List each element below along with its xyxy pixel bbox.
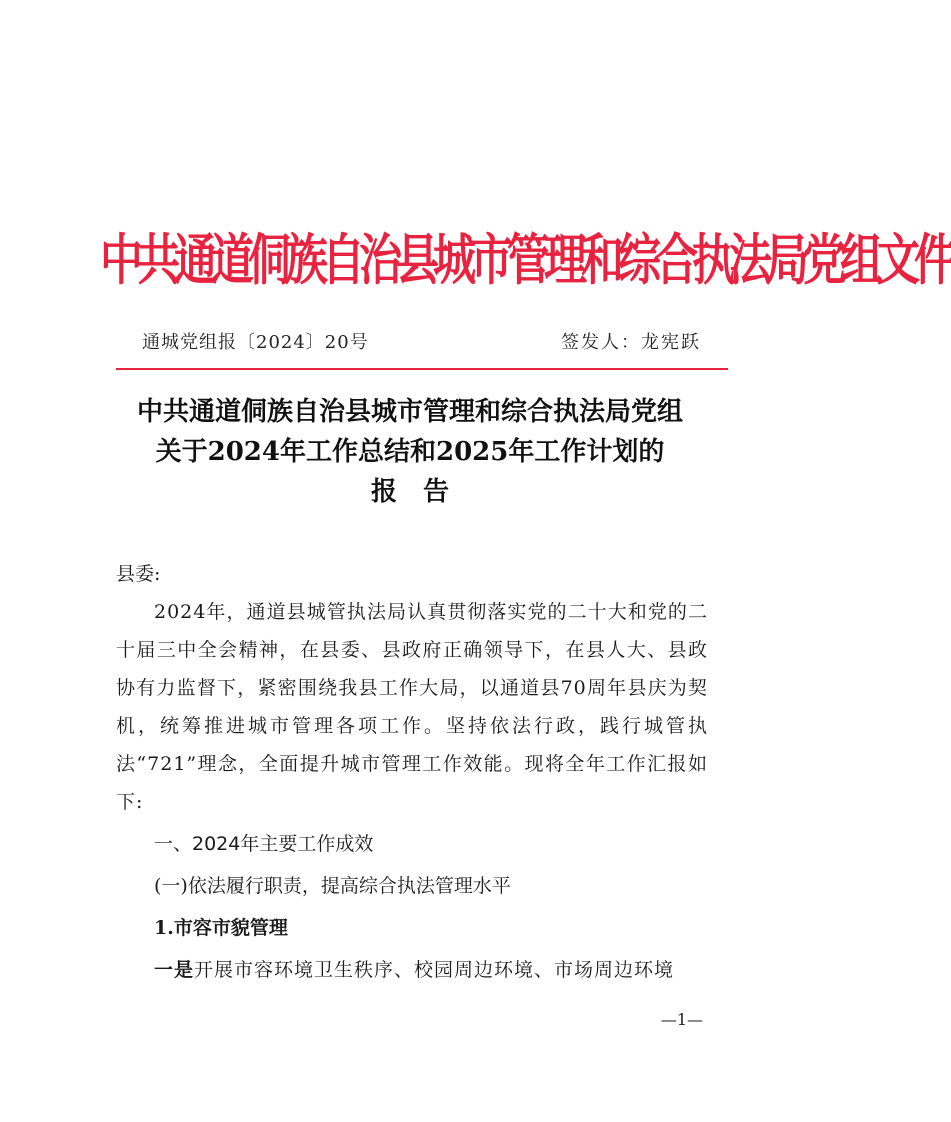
report-title-line1: 中共通道侗族自治县城市管理和综合执法局党组 xyxy=(136,397,683,427)
subsection-heading: (一)依法履行职责，提高综合执法管理水平 xyxy=(154,875,511,897)
document-number: 通城党组报〔2024〕20号 xyxy=(142,332,369,353)
intro-paragraph: 2024年，通道县城管执法局认真贯彻落实党的二十大和党的二十届三中全会精神，在县委、县政府正确领导下，在县人大、县政协有力监督下，紧密围绕我县工作大局，以通道县70周年县庆为契机，统筹推进城市管理各项工作。坚持依法行政，践行城管执法“721”理念，全面提升城市管理工作效能。现将全年工作汇报如下: xyxy=(116,601,708,813)
item-paragraph-lead: 一是 xyxy=(154,959,195,981)
organization-header: 中共通道侗族自治县城市管理和综合执法局党组文件 xyxy=(100,229,951,293)
report-title-line3: 报告 xyxy=(370,477,475,507)
page-number: —1— xyxy=(660,1010,703,1029)
section-heading: 一、2024年主要工作成效 xyxy=(154,833,374,855)
red-divider xyxy=(116,368,728,370)
item-paragraph-text: 开展市容环境卫生秩序、校园周边环境、市场周边环境 xyxy=(194,959,675,981)
item-paragraph xyxy=(116,951,708,989)
salutation: 县委: xyxy=(116,563,161,585)
item-heading: 1.市容市貌管理 xyxy=(154,917,288,939)
report-title xyxy=(100,392,720,512)
report-title-line2: 关于2024年工作总结和2025年工作计划的 xyxy=(155,437,665,467)
signer: 签发人：龙宪跃 xyxy=(561,332,701,353)
document-body xyxy=(116,555,708,989)
